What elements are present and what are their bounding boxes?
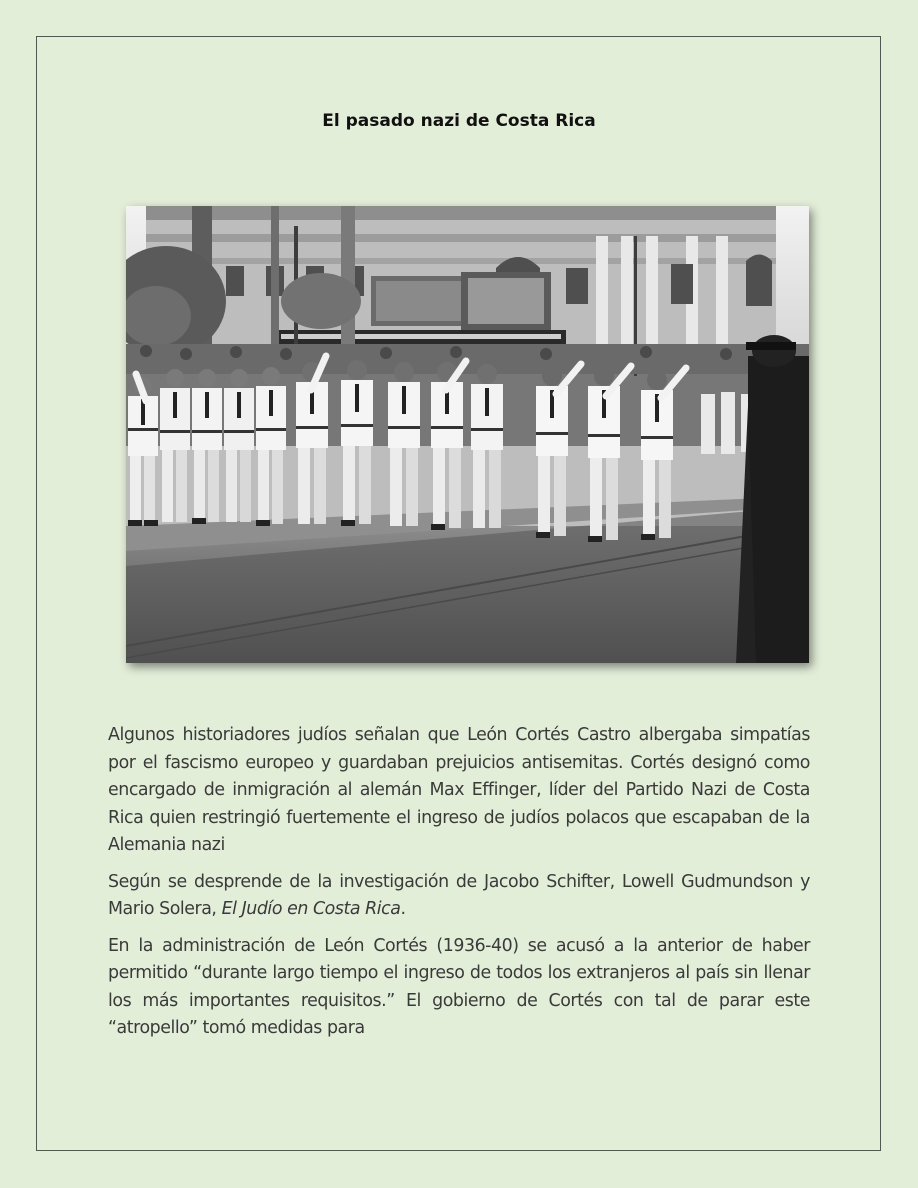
paragraph-2-text: Según se desprende de la investigación de Jacobo Schifter, Lowell Gudmundson y Mario Solera, [108,871,810,919]
document-title: El pasado nazi de Costa Rica [322,111,596,131]
paragraph-3: En la administración de León Cortés (1936-40) se acusó a la anterior de haber permitido “durante largo tiempo el ingreso de todos los extranjeros al país sin llenar los más importantes requisitos.” El gobierno de Cortés con tal de parar este “atropello” tomó medidas para [108,935,810,1038]
book-title: El Judío en Costa Rica [221,899,401,919]
body-text [108,722,810,1052]
historical-photo [126,206,809,663]
paragraph-1: Algunos historiadores judíos señalan que León Cortés Castro albergaba simpatías por el fascismo europeo y guardaban prejuicios antisemitas. Cortés designó como encargado de inmigración al alemán Max Effinger, líder del Partido Nazi de Costa Rica quien restringió fuertemente el ingreso de judíos polacos que escapaban de la Alemania nazi [108,725,810,855]
paragraph-2 [108,869,810,924]
paragraph-2-end: . [400,899,406,919]
